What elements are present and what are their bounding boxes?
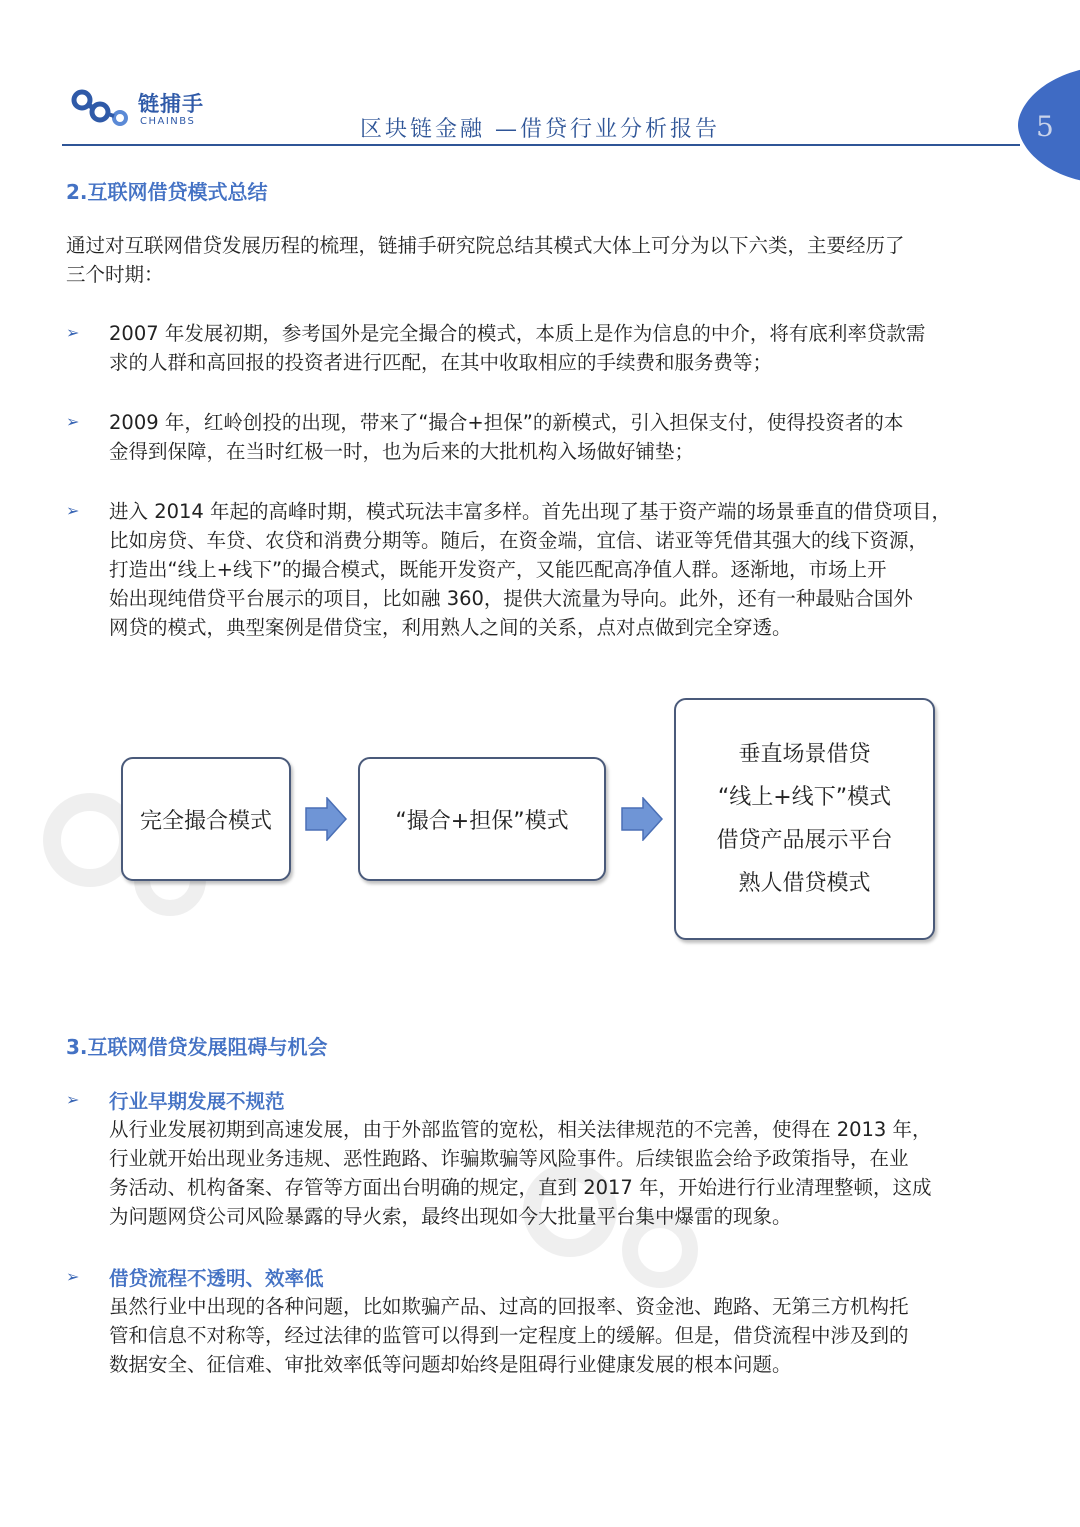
- section-heading: 2.互联网借贷模式总结: [66, 180, 268, 204]
- arrow-bullet-icon: ➢: [66, 412, 80, 431]
- flow-model-item: “线上+线下”模式: [717, 785, 892, 810]
- bullet-line: 为问题网贷公司风险暴露的导火索，最终出现如今大批量平台集中爆雷的现象。: [109, 1205, 792, 1228]
- bullet-line: 比如房贷、车贷、农贷和消费分期等。随后，在资金端，宜信、诺亚等凭借其强大的线下资源，: [109, 529, 929, 552]
- bullet-line: 网贷的模式，典型案例是借贷宝，利用熟人之间的关系，点对点做到完全穿透。: [109, 616, 792, 639]
- bullet-line: 始出现纯借贷平台展示的项目，比如融 360，提供大流量为导向。此外，还有一种最贴合国外: [109, 587, 913, 610]
- bullet-line: 从行业发展初期到高速发展，由于外部监管的宽松，相关法律规范的不完善，使得在 2013 年，: [109, 1118, 932, 1141]
- chain-logo-icon: [70, 88, 138, 130]
- flow-box-matching: 完全撮合模式: [121, 757, 291, 881]
- flow-model-item: 借贷产品展示平台: [716, 828, 893, 853]
- bullet-line: 2007 年发展初期，参考国外是完全撮合的模式，本质上是作为信息的中介，将有底利率贷款需: [109, 322, 926, 345]
- sub-heading: 借贷流程不透明、效率低: [109, 1267, 324, 1290]
- brand-logo: [70, 84, 220, 134]
- arrow-bullet-icon: ➢: [66, 1090, 80, 1109]
- header-divider: [62, 144, 1020, 146]
- bullet-line: 数据安全、征信难、审批效率低等问题却始终是阻碍行业健康发展的根本问题。: [109, 1353, 792, 1376]
- bullet-line: 金得到保障，在当时红极一时，也为后来的大批机构入场做好铺垫；: [109, 440, 695, 463]
- arrow-bullet-icon: ➢: [66, 1267, 80, 1286]
- bullet-line: 2009 年，红岭创投的出现，带来了“撮合+担保”的新模式，引入担保支付，使得投资者的本: [109, 411, 904, 434]
- section-heading: 3.互联网借贷发展阻碍与机会: [66, 1035, 328, 1059]
- bullet-line: 打造出“线上+线下”的撮合模式，既能开发资产，又能匹配高净值人群。逐渐地，市场上开: [109, 558, 887, 581]
- flow-arrow-icon: [621, 797, 663, 841]
- bullet-line: 求的人群和高回报的投资者进行匹配，在其中收取相应的手续费和服务费等；: [109, 351, 773, 374]
- flow-box-guarantee: “撮合+担保”模式: [358, 757, 606, 881]
- arrow-bullet-icon: ➢: [66, 501, 80, 520]
- intro-line: 通过对互联网借贷发展历程的梳理，链捕手研究院总结其模式大体上可分为以下六类，主要经历了: [66, 234, 905, 257]
- logo-subtext: CHAINBS: [140, 116, 196, 127]
- flow-model-item: 熟人借贷模式: [738, 871, 871, 896]
- bullet-line: 进入 2014 年起的高峰时期，模式玩法丰富多样。首先出现了基于资产端的场景垂直的借贷项目，: [109, 500, 952, 523]
- arrow-bullet-icon: ➢: [66, 323, 80, 342]
- page-number: 5: [1036, 110, 1054, 143]
- report-title: 区块链金融 —借贷行业分析报告: [360, 117, 720, 142]
- flow-arrow-icon: [305, 797, 347, 841]
- bullet-line: 管和信息不对称等，经过法律的监管可以得到一定程度上的缓解。但是，借贷流程中涉及到的: [109, 1324, 909, 1347]
- bullet-line: 虽然行业中出现的各种问题，比如欺骗产品、过高的回报率、资金池、跑路、无第三方机构托: [109, 1295, 909, 1318]
- bullet-line: 行业就开始出现业务违规、恶性跑路、诈骗欺骗等风险事件。后续银监会给予政策指导，在业: [109, 1147, 909, 1170]
- sub-heading: 行业早期发展不规范: [109, 1090, 285, 1113]
- bullet-line: 务活动、机构备案、存管等方面出台明确的规定，直到 2017 年，开始进行行业清理整顿，这成: [109, 1176, 932, 1199]
- logo-text: 链捕手: [138, 92, 204, 116]
- flow-box-peak-models: [674, 698, 935, 940]
- intro-line: 三个时期：: [66, 263, 164, 286]
- flow-model-item: 垂直场景借贷: [738, 742, 871, 767]
